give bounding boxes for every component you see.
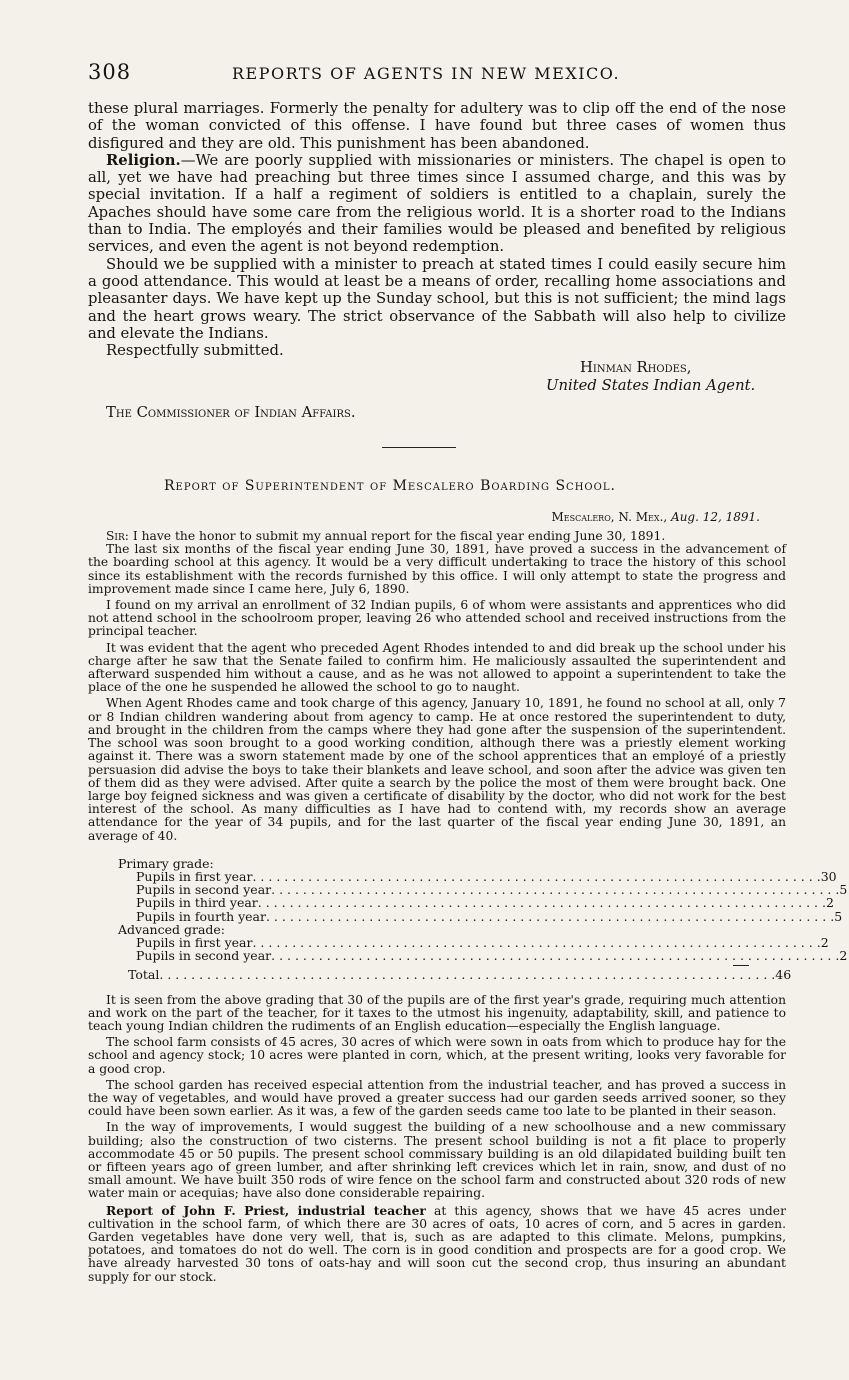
grades-table — [88, 855, 848, 983]
report-paragraph: In the way of improvements, I would suggest the building of a new schoolhouse and a new commissary building; also the construction of two cisterns. The present school building is not a fit place to properly accommodate 45 or 50 pupils. The present school commissary building is an old dilapidated building built ten or fifteen years ago of green lumber, and after shrinking left crevices which let in rain, snow, and dust of no small amount. We have built 350 rods of wire fence on the school farm and constructed about 320 rods of new water main or acequias; have also done considerable repairing. — [88, 1120, 786, 1201]
minister-paragraph: Should we be supplied with a minister to preach at stated times I could easily secure him a good attendance. This would at least be a means of order, recalling home associations and pleasanter days. We have kept up the Sunday school, but this is not sufficient; the mind lags and the heart grows weary. The strict observance of the Sabbath will also help to civilize and elevate the Indians. — [88, 255, 786, 342]
table-row: Pupils in second year . . . . . . . . . . . . . . . . . . . . . . . . . . . . . . . . . . . . . . . . . . . . . . . . . . . . . . . . . . . . . . . . . . . . . . . . 5 — [136, 882, 848, 898]
priest-report-text: at this agency, shows that we have 45 acres under cultivation in the school farm, of which there are 30 acres of oats, 10 acres of corn, and 5 acres in garden. Garden vegetables have done very well, that is, such as are adapted to this climate. Melons, pumpkins, potatoes, and tomatoes do not do well. The corn is in good condition and prospects are for a good crop. We have already harvested 30 tons of oats-hay and will soon cut the second crop, thus insuring an abundant supply for our stock. — [88, 1203, 786, 1284]
report-paragraph: The last six months of the fiscal year ending June 30, 1891, have proved a success in the advancement of the boarding school at this agency. It would be a very difficult undertaking to trace the history of this school since its establishment with the records furnished by this office. I will only attempt to state the progress and improvement made since I came here, July 6, 1890. — [88, 542, 786, 596]
religion-paragraph — [88, 152, 786, 256]
table-row: Pupils in second year . . . . . . . . . . . . . . . . . . . . . . . . . . . . . . . . . . . . . . . . . . . . . . . . . . . . . . . . . . . . . . . . . . . . . . . . 2 — [136, 948, 848, 964]
total-row: Total . . . . . . . . . . . . . . . . . . . . . . . . . . . . . . . . . . . . . . . . . . . . . . . . . . . . . . . . . . . . . . . . . . . . . . . . . . . . . . 46 — [128, 967, 792, 983]
plural-marriages-paragraph: these plural marriages. Formerly the penalty for adultery was to clip off the end of the nose of the woman convicted of this offense. I have found but three cases of women thus disfigured and they are old. This punishment has been abandoned. — [88, 100, 786, 152]
page-number: 308 — [88, 60, 132, 84]
section-divider — [382, 447, 456, 448]
signer-name: Hinman Rhodes, — [580, 359, 692, 377]
salutation-text: I have the honor to submit my annual report for the fiscal year ending June 30, 1891. — [132, 529, 666, 544]
report-paragraph: It was evident that the agent who preceded Agent Rhodes intended to and did break up the school under his charge after he saw that the Senate failed to confirm him. He maliciously assaulted the superintendent and afterward suspended him without a cause, and as he was not allowed to appoint a superintendent to take the place of the one he suspended he allowed the school to go to naught. — [88, 640, 786, 695]
school-report-title: Report of Superintendent of Mescalero Boarding School. — [164, 478, 616, 495]
religion-label: Religion. — [106, 151, 181, 169]
dateline-place: Mescalero, N. Mex., — [551, 510, 668, 525]
report-paragraph: It is seen from the above grading that 30 of the pupils are of the first year's grade, requiring much attention and work on the part of the teacher, for it taxes to the utmost his ingenuity, adaptability, skill, and patience to teach young Indian children the rudiments of an English education—especially the English language. — [88, 992, 786, 1033]
grade-heading: Advanced grade: — [118, 921, 226, 937]
signature-block — [88, 359, 786, 394]
signer-title: United States Indian Agent. — [546, 376, 756, 394]
report-paragraph: When Agent Rhodes came and took charge of this agency, January 10, 1891, he found no school at all, only 7 or 8 Indian children wandering about from agency to camp. He at once restored the superintendent to duty, and brought in the children from the camps where they had gone after the suspension of the superintendent. The school was soon brought to a good working condition, although there was a priestly element working against it. There was a sworn statement made by one of the school apprentices that an employé of a priestly persuasion did advise the boys to take their blankets and leave school, and soon after the advice was given ten of them did as they were advised. After quite a search by the police the most of them were brought back. One large boy feigned sickness and was given a certificate of disability by the doctor, who did not work for the best interest of the school. As many difficulties as I have had to contend with, my records show an average attendance for the year of 34 pupils, and for the last quarter of the fiscal year ending June 30, 1891, an average of 40. — [88, 696, 786, 843]
running-header — [88, 60, 786, 100]
priest-report-label: Report of John F. Priest, industrial teacher — [106, 1202, 426, 1218]
addressee: The Commissioner of Indian Affairs. — [106, 404, 356, 422]
grade-heading: Primary grade: — [118, 855, 214, 871]
priest-report-paragraph — [88, 1204, 786, 1284]
table-row: Pupils in first year . . . . . . . . . . . . . . . . . . . . . . . . . . . . . . . . . . . . . . . . . . . . . . . . . . . . . . . . . . . . . . . . . . . . . . . . 30 — [136, 868, 837, 884]
report-paragraph: I found on my arrival an enrollment of 32 Indian pupils, 6 of whom were assistants and apprentices who did not attend school in the schoolroom proper, leaving 26 who attended school and received instructions from the principal teacher. — [88, 598, 786, 639]
dateline-date: Aug. 12, 1891. — [671, 510, 760, 525]
table-row: Pupils in fourth year . . . . . . . . . . . . . . . . . . . . . . . . . . . . . . . . . . . . . . . . . . . . . . . . . . . . . . . . . . . . . . . . . . . . . . . . 5 — [136, 908, 843, 924]
religion-text: —We are poorly supplied with missionaries or ministers. The chapel is open to all, yet we have had preaching but three times since I assumed charge, and this was by special invitation. If a half a regiment of soldiers is entitled to a chaplain, surely the Apaches should have some care from the religious world. It is a shorter road to the Indians than to India. The employés and their families would be pleased and benefited by religious services, and even the agent is not beyond redemption. — [88, 151, 786, 256]
total-rule — [733, 965, 749, 966]
report-paragraph: The school garden has received especial attention from the industrial teacher, and has proved a success in the way of vegetables, and would have proved a greater success had our garden seeds arrived sooner, so they could have been sown earlier. As it was, a few of the garden seeds came too late to be planted in their season. — [88, 1077, 786, 1119]
document-page — [88, 60, 848, 1284]
table-row: Pupils in first year . . . . . . . . . . . . . . . . . . . . . . . . . . . . . . . . . . . . . . . . . . . . . . . . . . . . . . . . . . . . . . . . . . . . . . . . 2 — [136, 934, 829, 950]
salutation-label: Sir: — [106, 529, 129, 544]
closing-line: Respectfully submitted. — [106, 342, 284, 360]
running-title: REPORTS OF AGENTS IN NEW MEXICO. — [232, 64, 621, 83]
table-row: Pupils in third year . . . . . . . . . . . . . . . . . . . . . . . . . . . . . . . . . . . . . . . . . . . . . . . . . . . . . . . . . . . . . . . . . . . . . . . . 2 — [136, 895, 834, 911]
report-paragraph: The school farm consists of 45 acres, 30 acres of which were sown in oats from which to produce hay for the school and agency stock; 10 acres were planted in corn, which, at the present writing, looks very favorable for a good crop. — [88, 1035, 786, 1076]
dateline — [88, 510, 786, 524]
